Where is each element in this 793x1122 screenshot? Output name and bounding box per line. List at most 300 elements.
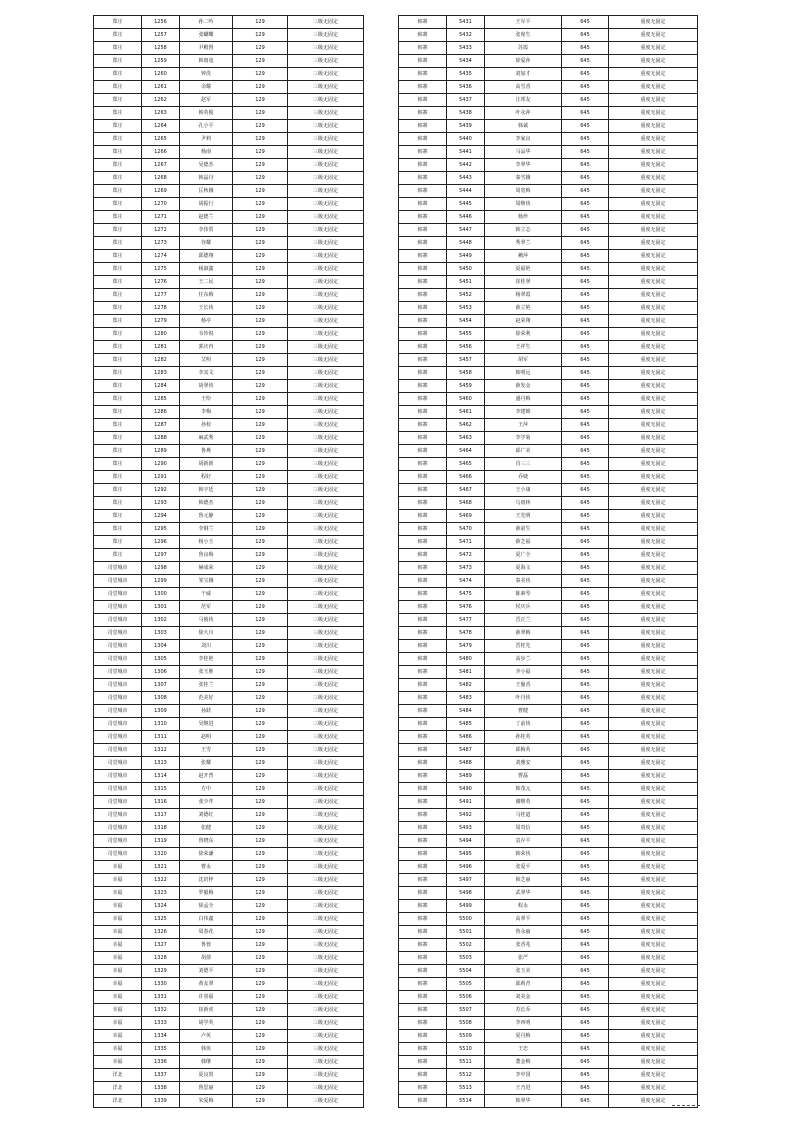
region-cell: 韩寨 xyxy=(399,796,447,809)
name-cell: 郭庆冉 xyxy=(180,341,233,354)
region-cell: 韩寨 xyxy=(399,913,447,926)
name-cell: 赫成荣 xyxy=(180,562,233,575)
region-cell: 韩寨 xyxy=(399,328,447,341)
type-cell: 三级无固定 xyxy=(288,354,364,367)
table-row xyxy=(94,224,364,237)
table-row xyxy=(94,536,364,549)
table-row xyxy=(399,536,698,549)
type-cell: 重度无固定 xyxy=(609,458,698,471)
region-cell: 韩寨 xyxy=(399,1004,447,1017)
id-cell: 1334 xyxy=(142,1030,180,1043)
id-cell: 1321 xyxy=(142,861,180,874)
level-cell: 129 xyxy=(233,237,288,250)
region-cell: 韩寨 xyxy=(399,1056,447,1069)
level-cell: 129 xyxy=(233,913,288,926)
type-cell: 三级无固定 xyxy=(288,289,364,302)
name-cell: 李钢兰 xyxy=(180,523,233,536)
region-cell: 郑庄 xyxy=(94,159,142,172)
type-cell: 三级无固定 xyxy=(288,1082,364,1095)
type-cell: 重度无固定 xyxy=(609,718,698,731)
name-cell: 韩茂元 xyxy=(485,783,562,796)
table-row xyxy=(94,1056,364,1069)
id-cell: 1265 xyxy=(142,133,180,146)
name-cell: 肖三三 xyxy=(485,458,562,471)
region-cell: 郑庄 xyxy=(94,406,142,419)
type-cell: 三级无固定 xyxy=(288,237,364,250)
name-cell: 曹健 xyxy=(485,705,562,718)
table-row xyxy=(399,562,698,575)
level-cell: 645 xyxy=(562,29,609,42)
type-cell: 三级无固定 xyxy=(288,523,364,536)
name-cell: 邱广美 xyxy=(485,445,562,458)
id-cell: 5483 xyxy=(447,692,485,705)
table-row xyxy=(94,744,364,757)
id-cell: 1300 xyxy=(142,588,180,601)
id-cell: 5485 xyxy=(447,718,485,731)
id-cell: 1280 xyxy=(142,328,180,341)
name-cell: 尹殿督 xyxy=(180,42,233,55)
name-cell: 夏良贺 xyxy=(180,1069,233,1082)
level-cell: 645 xyxy=(562,1004,609,1017)
name-cell: 干威 xyxy=(180,588,233,601)
type-cell: 重度无固定 xyxy=(609,237,698,250)
id-cell: 5478 xyxy=(447,627,485,640)
region-cell: 韩寨 xyxy=(399,354,447,367)
region-cell: 韩寨 xyxy=(399,562,447,575)
table-row xyxy=(94,549,364,562)
type-cell: 重度无固定 xyxy=(609,809,698,822)
table-row xyxy=(399,978,698,991)
region-cell: 郑庄 xyxy=(94,510,142,523)
name-cell: 张耀 xyxy=(180,757,233,770)
type-cell: 重度无固定 xyxy=(609,835,698,848)
region-cell: 洋北 xyxy=(94,1069,142,1082)
name-cell: 苏霞 xyxy=(485,42,562,55)
level-cell: 129 xyxy=(233,952,288,965)
level-cell: 129 xyxy=(233,1069,288,1082)
table-row xyxy=(399,744,698,757)
table-row xyxy=(94,81,364,94)
type-cell: 重度无固定 xyxy=(609,315,698,328)
id-cell: 1315 xyxy=(142,783,180,796)
table-row xyxy=(94,575,364,588)
id-cell: 1314 xyxy=(142,770,180,783)
region-cell: 韩寨 xyxy=(399,107,447,120)
left-roster-table xyxy=(93,15,364,1108)
id-cell: 1307 xyxy=(142,679,180,692)
region-cell: 韩寨 xyxy=(399,419,447,432)
table-row xyxy=(94,796,364,809)
name-cell: 鲁永丽 xyxy=(485,926,562,939)
table-row xyxy=(94,926,364,939)
table-row xyxy=(399,16,698,29)
region-cell: 郑庄 xyxy=(94,471,142,484)
level-cell: 129 xyxy=(233,146,288,159)
level-cell: 129 xyxy=(233,471,288,484)
table-row xyxy=(399,133,698,146)
type-cell: 重度无固定 xyxy=(609,861,698,874)
name-cell: 薛前生 xyxy=(485,523,562,536)
type-cell: 重度无固定 xyxy=(609,68,698,81)
id-cell: 5496 xyxy=(447,861,485,874)
level-cell: 129 xyxy=(233,81,288,94)
table-row xyxy=(399,484,698,497)
table-row xyxy=(399,159,698,172)
id-cell: 1302 xyxy=(142,614,180,627)
table-row xyxy=(399,939,698,952)
name-cell: 韩明远 xyxy=(485,367,562,380)
type-cell: 三级无固定 xyxy=(288,250,364,263)
table-row xyxy=(94,471,364,484)
name-cell: 张爱平 xyxy=(485,861,562,874)
level-cell: 645 xyxy=(562,380,609,393)
level-cell: 129 xyxy=(233,172,288,185)
name-cell: 王长侠 xyxy=(180,302,233,315)
level-cell: 645 xyxy=(562,81,609,94)
type-cell: 重度无固定 xyxy=(609,991,698,1004)
id-cell: 1337 xyxy=(142,1069,180,1082)
type-cell: 重度无固定 xyxy=(609,172,698,185)
table-row xyxy=(94,211,364,224)
id-cell: 1275 xyxy=(142,263,180,276)
level-cell: 645 xyxy=(562,692,609,705)
region-cell: 韩寨 xyxy=(399,1095,447,1108)
id-cell: 1295 xyxy=(142,523,180,536)
region-cell: 韩寨 xyxy=(399,380,447,393)
id-cell: 1317 xyxy=(142,809,180,822)
region-cell: 韩寨 xyxy=(399,861,447,874)
region-cell: 韩寨 xyxy=(399,146,447,159)
id-cell: 5494 xyxy=(447,835,485,848)
region-cell: 韩寨 xyxy=(399,757,447,770)
type-cell: 重度无固定 xyxy=(609,536,698,549)
level-cell: 645 xyxy=(562,354,609,367)
id-cell: 1313 xyxy=(142,757,180,770)
table-row xyxy=(94,419,364,432)
type-cell: 三级无固定 xyxy=(288,601,364,614)
level-cell: 645 xyxy=(562,705,609,718)
level-cell: 129 xyxy=(233,393,288,406)
region-cell: 韩寨 xyxy=(399,133,447,146)
name-cell: 韩诚 xyxy=(485,120,562,133)
level-cell: 129 xyxy=(233,484,288,497)
name-cell: 韩立志 xyxy=(485,224,562,237)
id-cell: 5477 xyxy=(447,614,485,627)
level-cell: 129 xyxy=(233,614,288,627)
level-cell: 129 xyxy=(233,744,288,757)
type-cell: 三级无固定 xyxy=(288,731,364,744)
id-cell: 5440 xyxy=(447,133,485,146)
type-cell: 重度无固定 xyxy=(609,289,698,302)
table-row xyxy=(94,302,364,315)
type-cell: 重度无固定 xyxy=(609,796,698,809)
region-cell: 司堂城市 xyxy=(94,835,142,848)
level-cell: 129 xyxy=(233,354,288,367)
type-cell: 三级无固定 xyxy=(288,484,364,497)
id-cell: 1330 xyxy=(142,978,180,991)
name-cell: 范美好 xyxy=(180,692,233,705)
type-cell: 三级无固定 xyxy=(288,666,364,679)
name-cell: 麻武秀 xyxy=(180,432,233,445)
table-row xyxy=(94,653,364,666)
id-cell: 5438 xyxy=(447,107,485,120)
region-cell: 韩寨 xyxy=(399,874,447,887)
region-cell: 韩寨 xyxy=(399,770,447,783)
type-cell: 重度无固定 xyxy=(609,393,698,406)
level-cell: 129 xyxy=(233,679,288,692)
table-row xyxy=(399,510,698,523)
region-cell: 郑庄 xyxy=(94,68,142,81)
id-cell: 1292 xyxy=(142,484,180,497)
level-cell: 645 xyxy=(562,848,609,861)
table-row xyxy=(94,263,364,276)
table-row xyxy=(94,29,364,42)
table-row xyxy=(399,81,698,94)
id-cell: 5476 xyxy=(447,601,485,614)
region-cell: 司堂城市 xyxy=(94,653,142,666)
level-cell: 129 xyxy=(233,575,288,588)
region-cell: 韩寨 xyxy=(399,185,447,198)
level-cell: 645 xyxy=(562,16,609,29)
table-row xyxy=(399,224,698,237)
type-cell: 三级无固定 xyxy=(288,848,364,861)
table-row xyxy=(94,393,364,406)
id-cell: 1263 xyxy=(142,107,180,120)
level-cell: 129 xyxy=(233,1095,288,1108)
id-cell: 1323 xyxy=(142,887,180,900)
region-cell: 韩寨 xyxy=(399,939,447,952)
type-cell: 三级无固定 xyxy=(288,263,364,276)
id-cell: 1297 xyxy=(142,549,180,562)
name-cell: 韩翠华 xyxy=(485,1095,562,1108)
level-cell: 129 xyxy=(233,276,288,289)
name-cell: 徐荣利 xyxy=(485,328,562,341)
name-cell: 刘德平 xyxy=(180,965,233,978)
type-cell: 重度无固定 xyxy=(609,1069,698,1082)
region-cell: 司堂城市 xyxy=(94,809,142,822)
type-cell: 三级无固定 xyxy=(288,185,364,198)
region-cell: 司堂城市 xyxy=(94,666,142,679)
region-cell: 郑庄 xyxy=(94,484,142,497)
region-cell: 郑庄 xyxy=(94,250,142,263)
table-row xyxy=(399,770,698,783)
name-cell: 张玉胜 xyxy=(180,666,233,679)
table-row xyxy=(94,497,364,510)
level-cell: 129 xyxy=(233,94,288,107)
id-cell: 5449 xyxy=(447,250,485,263)
name-cell: 李中国 xyxy=(485,1069,562,1082)
type-cell: 重度无固定 xyxy=(609,653,698,666)
id-cell: 5441 xyxy=(447,146,485,159)
type-cell: 重度无固定 xyxy=(609,1082,698,1095)
level-cell: 129 xyxy=(233,406,288,419)
table-row xyxy=(94,107,364,120)
name-cell: 杨小玉 xyxy=(180,536,233,549)
name-cell: 高步兰 xyxy=(485,653,562,666)
level-cell: 645 xyxy=(562,172,609,185)
level-cell: 645 xyxy=(562,718,609,731)
type-cell: 重度无固定 xyxy=(609,1095,698,1108)
type-cell: 重度无固定 xyxy=(609,198,698,211)
id-cell: 1339 xyxy=(142,1095,180,1108)
table-row xyxy=(94,848,364,861)
level-cell: 129 xyxy=(233,874,288,887)
name-cell: 鲁燕 xyxy=(180,445,233,458)
table-row xyxy=(94,1082,364,1095)
table-row xyxy=(94,1004,364,1017)
region-cell: 司堂城市 xyxy=(94,692,142,705)
level-cell: 645 xyxy=(562,614,609,627)
id-cell: 5462 xyxy=(447,419,485,432)
table-row xyxy=(399,341,698,354)
type-cell: 重度无固定 xyxy=(609,224,698,237)
level-cell: 129 xyxy=(233,965,288,978)
level-cell: 645 xyxy=(562,224,609,237)
type-cell: 三级无固定 xyxy=(288,861,364,874)
level-cell: 129 xyxy=(233,835,288,848)
region-cell: 司堂城市 xyxy=(94,640,142,653)
level-cell: 129 xyxy=(233,445,288,458)
type-cell: 重度无固定 xyxy=(609,380,698,393)
name-cell: 邱德翔 xyxy=(180,250,233,263)
id-cell: 1282 xyxy=(142,354,180,367)
table-row xyxy=(94,458,364,471)
type-cell: 三级无固定 xyxy=(288,107,364,120)
right-roster-table xyxy=(398,15,698,1108)
name-cell: 王雪 xyxy=(180,744,233,757)
id-cell: 1258 xyxy=(142,42,180,55)
table-row xyxy=(399,380,698,393)
region-cell: 郑庄 xyxy=(94,289,142,302)
level-cell: 129 xyxy=(233,120,288,133)
id-cell: 5458 xyxy=(447,367,485,380)
type-cell: 三级无固定 xyxy=(288,211,364,224)
name-cell: 李其文 xyxy=(180,367,233,380)
id-cell: 1279 xyxy=(142,315,180,328)
name-cell: 邱莉青 xyxy=(485,978,562,991)
region-cell: 郑庄 xyxy=(94,211,142,224)
id-cell: 1306 xyxy=(142,666,180,679)
id-cell: 1278 xyxy=(142,302,180,315)
table-row xyxy=(399,211,698,224)
type-cell: 重度无固定 xyxy=(609,29,698,42)
type-cell: 三级无固定 xyxy=(288,991,364,1004)
region-cell: 韩寨 xyxy=(399,198,447,211)
level-cell: 645 xyxy=(562,276,609,289)
region-cell: 韩寨 xyxy=(399,341,447,354)
type-cell: 三级无固定 xyxy=(288,874,364,887)
level-cell: 645 xyxy=(562,835,609,848)
level-cell: 645 xyxy=(562,1069,609,1082)
table-row xyxy=(399,250,698,263)
id-cell: 5475 xyxy=(447,588,485,601)
level-cell: 645 xyxy=(562,1017,609,1030)
region-cell: 韩寨 xyxy=(399,991,447,1004)
region-cell: 郑庄 xyxy=(94,81,142,94)
region-cell: 幸福 xyxy=(94,991,142,1004)
type-cell: 重度无固定 xyxy=(609,757,698,770)
region-cell: 郑庄 xyxy=(94,263,142,276)
type-cell: 三级无固定 xyxy=(288,549,364,562)
table-row xyxy=(399,965,698,978)
id-cell: 1336 xyxy=(142,1056,180,1069)
table-row xyxy=(399,549,698,562)
name-cell: 邹宝娥 xyxy=(180,575,233,588)
table-row xyxy=(399,887,698,900)
name-cell: 黄友翠 xyxy=(180,978,233,991)
level-cell: 645 xyxy=(562,679,609,692)
type-cell: 三级无固定 xyxy=(288,705,364,718)
table-row xyxy=(94,770,364,783)
table-row xyxy=(94,445,364,458)
table-row xyxy=(399,1095,698,1108)
level-cell: 645 xyxy=(562,627,609,640)
region-cell: 郑庄 xyxy=(94,276,142,289)
table-row xyxy=(399,458,698,471)
region-cell: 韩寨 xyxy=(399,848,447,861)
id-cell: 5470 xyxy=(447,523,485,536)
table-row xyxy=(94,913,364,926)
region-cell: 郑庄 xyxy=(94,302,142,315)
region-cell: 洋北 xyxy=(94,1095,142,1108)
type-cell: 重度无固定 xyxy=(609,614,698,627)
level-cell: 129 xyxy=(233,562,288,575)
table-row xyxy=(94,978,364,991)
type-cell: 重度无固定 xyxy=(609,16,698,29)
region-cell: 司堂城市 xyxy=(94,744,142,757)
type-cell: 三级无固定 xyxy=(288,536,364,549)
name-cell: 晋正兰 xyxy=(485,614,562,627)
table-row xyxy=(94,380,364,393)
name-cell: 韩荣侠 xyxy=(485,848,562,861)
level-cell: 645 xyxy=(562,133,609,146)
name-cell: 薛翠梅 xyxy=(485,627,562,640)
level-cell: 645 xyxy=(562,731,609,744)
level-cell: 645 xyxy=(562,510,609,523)
name-cell: 赵荣翔 xyxy=(485,315,562,328)
table-row xyxy=(399,640,698,653)
type-cell: 重度无固定 xyxy=(609,445,698,458)
type-cell: 三级无固定 xyxy=(288,679,364,692)
table-row xyxy=(399,289,698,302)
id-cell: 5459 xyxy=(447,380,485,393)
id-cell: 5492 xyxy=(447,809,485,822)
region-cell: 郑庄 xyxy=(94,432,142,445)
region-cell: 韩寨 xyxy=(399,42,447,55)
type-cell: 重度无固定 xyxy=(609,1043,698,1056)
level-cell: 645 xyxy=(562,913,609,926)
id-cell: 5439 xyxy=(447,120,485,133)
region-cell: 司堂城市 xyxy=(94,705,142,718)
id-cell: 5486 xyxy=(447,731,485,744)
type-cell: 三级无固定 xyxy=(288,445,364,458)
level-cell: 129 xyxy=(233,302,288,315)
name-cell: 刘川 xyxy=(180,640,233,653)
region-cell: 幸福 xyxy=(94,913,142,926)
level-cell: 129 xyxy=(233,289,288,302)
type-cell: 重度无固定 xyxy=(609,94,698,107)
id-cell: 1310 xyxy=(142,718,180,731)
level-cell: 129 xyxy=(233,809,288,822)
type-cell: 重度无固定 xyxy=(609,848,698,861)
name-cell: 鲁蓉 xyxy=(180,939,233,952)
region-cell: 司堂城市 xyxy=(94,562,142,575)
table-row xyxy=(94,731,364,744)
region-cell: 郑庄 xyxy=(94,185,142,198)
table-row xyxy=(399,575,698,588)
id-cell: 1277 xyxy=(142,289,180,302)
id-cell: 1274 xyxy=(142,250,180,263)
